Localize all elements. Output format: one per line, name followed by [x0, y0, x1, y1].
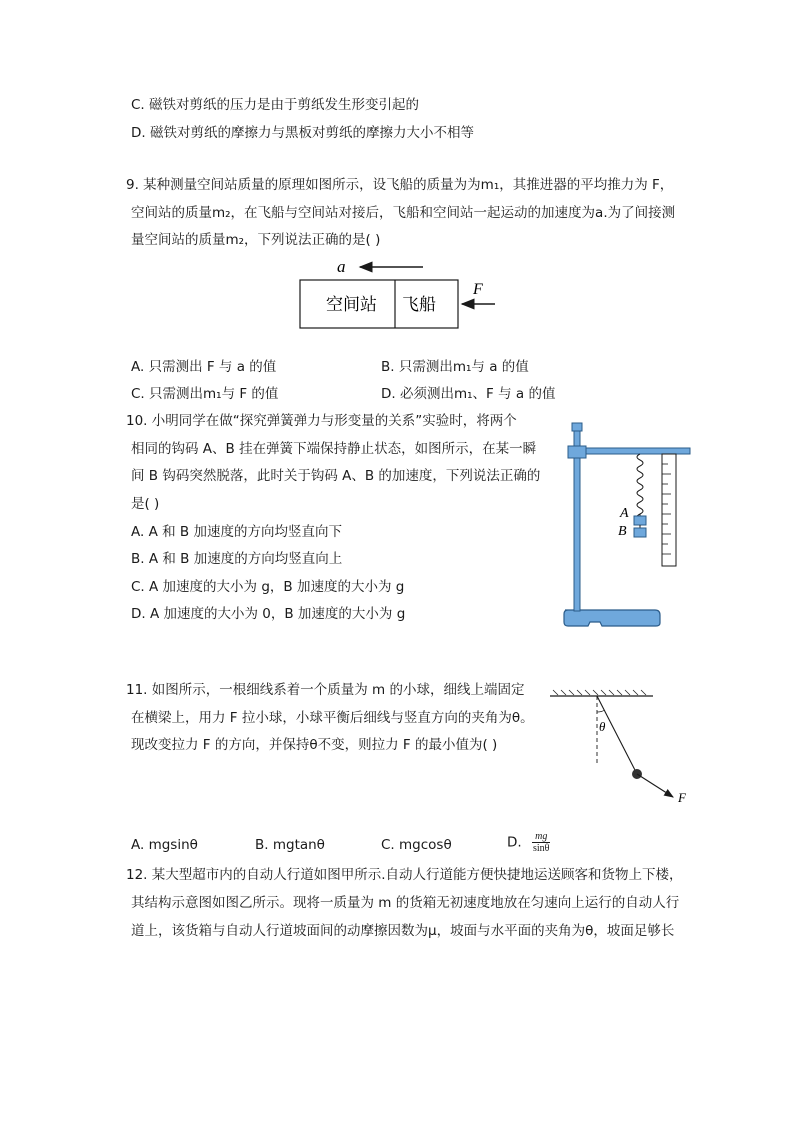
q9-option-b: B. 只需测出m₁与 a 的值	[381, 359, 529, 375]
q11-diagram	[545, 684, 705, 809]
q10-stem-line2: 相同的钩码 A、B 挂在弹簧下端保持静止状态，如图所示，在某一瞬	[131, 441, 537, 457]
q11-stem-line3: 现改变拉力 F 的方向，并保持θ不变，则拉力 F 的最小值为( )	[131, 737, 498, 753]
q10-mass-a	[634, 516, 646, 525]
q11-option-d-prefix: D.	[507, 834, 522, 851]
q9-box-station: 空间站	[326, 295, 377, 315]
q12-stem-line2: 其结构示意图如图乙所示。现将一质量为 m 的货箱无初速度地放在匀速向上运行的自动人行	[131, 895, 680, 911]
q10-ruler	[662, 454, 676, 566]
q11-option-c: C. mgcosθ	[381, 837, 452, 853]
q11-stem-line2: 在横梁上，用力 F 拉小球，小球平衡后细线与竖直方向的夹角为θ。	[131, 710, 534, 726]
q11-option-d-fraction	[532, 831, 550, 854]
q10-stem-line3: 间 B 钩码突然脱落，此时关于钩码 A、B 的加速度，下列说法正确的	[131, 468, 541, 484]
q11-option-b: B. mgtanθ	[255, 837, 325, 853]
q10-diagram	[560, 420, 695, 630]
q11-option-a: A. mgsinθ	[131, 837, 198, 853]
q10-stem-line4: 是( )	[131, 496, 160, 512]
q10-mass-b	[634, 528, 646, 537]
q10-option-d: D. A 加速度的大小为 0，B 加速度的大小为 g	[131, 606, 406, 622]
q9-accel-label: a	[337, 257, 346, 276]
q9-option-d: D. 必须测出m₁、F 与 a 的值	[381, 386, 556, 402]
q8-option-c: C. 磁铁对剪纸的压力是由于剪纸发生形变引起的	[131, 97, 420, 113]
q10-label-b: B	[618, 524, 627, 539]
q11-force-label: F	[678, 790, 686, 805]
q9-option-a: A. 只需测出 F 与 a 的值	[131, 359, 277, 375]
q10-option-c: C. A 加速度的大小为 g，B 加速度的大小为 g	[131, 579, 405, 595]
q10-clamp	[568, 446, 586, 458]
q8-option-d: D. 磁铁对剪纸的摩擦力与黑板对剪纸的摩擦力大小不相等	[131, 125, 474, 141]
q10-stem-line1: 10. 小明同学在做“探究弹簧弹力与形变量的关系”实验时，将两个	[126, 413, 517, 429]
q10-option-b: B. A 和 B 加速度的方向均竖直向上	[131, 551, 343, 567]
q11-option-d	[507, 831, 550, 854]
q9-box-ship: 飞船	[402, 295, 436, 315]
q10-spring	[637, 454, 643, 520]
q12-stem-line3: 道上，该货箱与自动人行道坡面间的动摩擦因数为μ，坡面与水平面的夹角为θ，坡面足够长	[131, 923, 675, 939]
q11-option-d-denominator: sinθ	[532, 843, 550, 854]
q11-option-d-numerator: mg	[532, 831, 550, 843]
q9-force-label: F	[473, 281, 483, 298]
q10-beam	[586, 448, 690, 454]
q10-label-a: A	[620, 506, 629, 521]
q10-option-a: A. A 和 B 加速度的方向均竖直向下	[131, 524, 342, 540]
q9-diagram	[290, 252, 510, 334]
q11-angle-arc	[597, 710, 605, 712]
q11-string	[597, 696, 637, 774]
q11-force-arrow	[637, 774, 673, 797]
q9-option-c: C. 只需测出m₁与 F 的值	[131, 386, 279, 402]
q12-stem-line1: 12. 某大型超市内的自动人行道如图甲所示.自动人行道能方便快捷地运送顾客和货物上下楼，	[126, 867, 683, 883]
q10-stand-base	[564, 610, 660, 626]
q11-angle-label: θ	[599, 719, 606, 734]
q9-stem-line1: 9. 某种测量空间站质量的原理如图所示，设飞船的质量为为m₁，其推进器的平均推力为 F，	[126, 177, 674, 193]
q9-stem-line3: 量空间站的质量m₂，下列说法正确的是( )	[131, 232, 381, 248]
q11-stem-line1: 11. 如图所示，一根细线系着一个质量为 m 的小球，细线上端固定	[126, 682, 525, 698]
q9-stem-line2: 空间站的质量m₂，在飞船与空间站对接后，飞船和空间站一起运动的加速度为a.为了间接测	[131, 205, 676, 221]
